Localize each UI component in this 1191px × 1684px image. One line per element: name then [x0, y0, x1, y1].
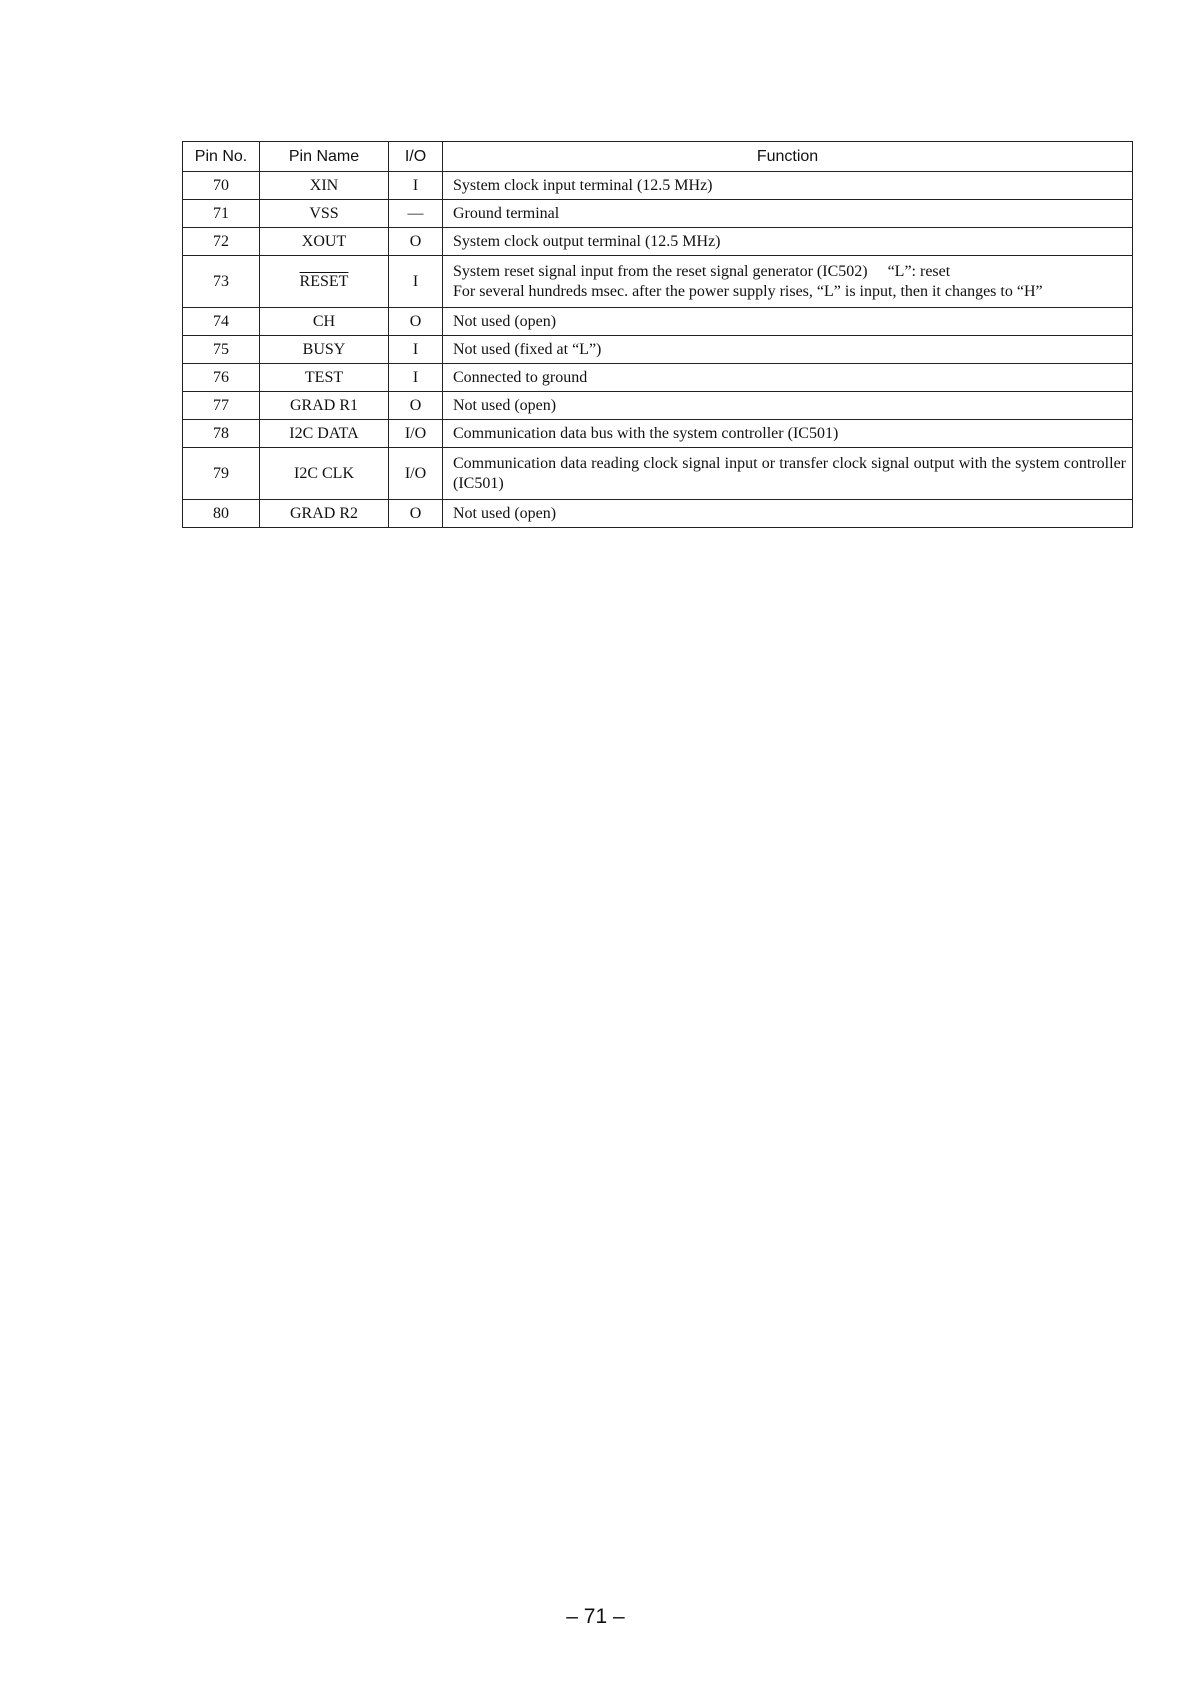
io-cell: I/O [389, 420, 443, 448]
header-pin-name: Pin Name [260, 142, 389, 172]
pin-name-cell [260, 256, 389, 308]
pin-name-cell: CH [260, 308, 389, 336]
pin-no-cell: 75 [183, 336, 260, 364]
header-pin-no: Pin No. [183, 142, 260, 172]
io-cell: O [389, 500, 443, 528]
function-cell: Communication data reading clock signal input or transfer clock signal output with the system controller (IC501) [443, 448, 1133, 500]
function-line: For several hundreds msec. after the power supply rises, “L” is input, then it changes to “H” [453, 282, 1043, 300]
table-row [183, 200, 1133, 228]
io-cell: I/O [389, 448, 443, 500]
pin-no-cell: 80 [183, 500, 260, 528]
pin-no-cell: 79 [183, 448, 260, 500]
function-line: System reset signal input from the reset signal generator (IC502) “L”: reset [453, 262, 951, 280]
pin-no-cell: 71 [183, 200, 260, 228]
pin-name-cell: XIN [260, 172, 389, 200]
function-cell: Communication data bus with the system controller (IC501) [443, 420, 1133, 448]
pin-name-cell: GRAD R2 [260, 500, 389, 528]
io-cell: O [389, 308, 443, 336]
io-cell: O [389, 392, 443, 420]
table-row [183, 448, 1133, 500]
header-io: I/O [389, 142, 443, 172]
pin-no-cell: 74 [183, 308, 260, 336]
table-row [183, 172, 1133, 200]
io-cell: I [389, 336, 443, 364]
pin-name-cell: GRAD R1 [260, 392, 389, 420]
io-cell: I [389, 256, 443, 308]
function-cell: Not used (open) [443, 500, 1133, 528]
pin-no-cell: 72 [183, 228, 260, 256]
table-row [183, 392, 1133, 420]
table-row [183, 364, 1133, 392]
function-cell: System clock output terminal (12.5 MHz) [443, 228, 1133, 256]
pin-no-cell: 73 [183, 256, 260, 308]
io-cell: I [389, 364, 443, 392]
table-row [183, 228, 1133, 256]
function-cell: Not used (open) [443, 392, 1133, 420]
table-row [183, 336, 1133, 364]
pin-function-table [182, 141, 1133, 528]
table-row [183, 308, 1133, 336]
page-number: – 71 – [566, 1605, 625, 1628]
table-row [183, 256, 1133, 308]
function-cell: Not used (fixed at “L”) [443, 336, 1133, 364]
pin-no-cell: 76 [183, 364, 260, 392]
reset-overline-label: RESET [299, 272, 349, 290]
io-cell: I [389, 172, 443, 200]
function-cell [443, 256, 1133, 308]
table-row [183, 500, 1133, 528]
function-cell: Connected to ground [443, 364, 1133, 392]
pin-name-cell: TEST [260, 364, 389, 392]
pin-name-cell: BUSY [260, 336, 389, 364]
header-function: Function [443, 142, 1133, 172]
function-cell: Ground terminal [443, 200, 1133, 228]
function-cell: Not used (open) [443, 308, 1133, 336]
table-header-row [183, 142, 1133, 172]
pin-name-cell: I2C DATA [260, 420, 389, 448]
pin-name-cell: VSS [260, 200, 389, 228]
pin-name-cell: XOUT [260, 228, 389, 256]
pin-name-cell: I2C CLK [260, 448, 389, 500]
io-cell: O [389, 228, 443, 256]
io-cell: — [389, 200, 443, 228]
pin-no-cell: 78 [183, 420, 260, 448]
table-row [183, 420, 1133, 448]
pin-no-cell: 77 [183, 392, 260, 420]
pin-no-cell: 70 [183, 172, 260, 200]
function-cell: System clock input terminal (12.5 MHz) [443, 172, 1133, 200]
